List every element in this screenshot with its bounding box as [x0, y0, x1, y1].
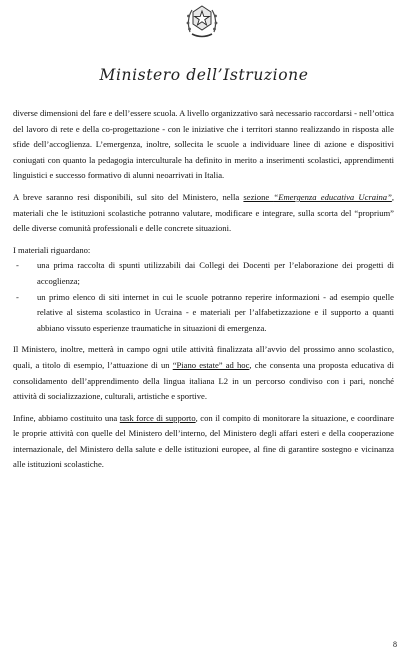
- list-item: - una prima raccolta di spunti utilizzabili dai Collegi dei Docenti per l’elaborazione dei progetti di accoglienza;: [16, 260, 394, 286]
- list-dash: -: [16, 260, 19, 271]
- paragraph-2-text-after: , materiali che le istituzioni scolastiche potranno valutare, modificare e integrare, sulla scorta del “proprium” delle diverse comunità professionali e delle concrete situazioni.: [13, 191, 395, 234]
- ministry-heading: Ministero dell’Istruzione: [99, 66, 309, 84]
- letter-body: [13, 106, 394, 473]
- paragraph-1: diverse dimensioni del fare e dell’essere scuola. A livello organizzativo sarà necessario raccordarsi - nell’ottica del lavoro di rete e della co-progettazione - con le iniziative che i territori stanno realizzando in risposta alle sfide dell’accoglienza. L’emergenza, inoltre, sollecita le scuole a individuare linee di azione e dispositivi coniugati con quanto la pedagogia interculturale ha definito in merito a inserimenti scolastici, apprendimenti linguistici e successo formativo di alunni neoarrivati in Italia.: [13, 108, 394, 181]
- task-force-link[interactable]: task force di supporto: [119, 412, 196, 423]
- list-item: - un primo elenco di siti internet in cui le scuole potranno reperire informazioni - ad esempio quelle relative al sistema scolastico in Ucraina - e materiali per l’alfabetizzazione e il supporto a quanti abbiano vissuto esperienze traumatiche in situazioni di emergenza.: [16, 291, 394, 333]
- materials-list: [13, 258, 394, 336]
- paragraph-5: Infine, abbiamo costituito una task force di supporto, con il compito di monitorare la situazione, e coordinare le proprie attività con quelle del Ministero dell’interno, del Ministero degli affari esteri e della cooperazione internazionale, del Ministero della salute e delle istituzioni europee, al fine di garantire sostegno e vicinanza alle istituzioni scolastiche.: [13, 412, 395, 470]
- emergenza-ucraina-link[interactable]: sezione “Emergenza educativa Ucraina”: [243, 191, 392, 202]
- page-number: 8: [393, 640, 397, 649]
- italian-republic-emblem-icon: [184, 2, 220, 40]
- piano-estate-link[interactable]: “Piano estate” ad hoc: [172, 359, 250, 370]
- paragraph-2: [13, 190, 394, 237]
- paragraph-2-text-before: A breve saranno resi disponibili, sul sito del Ministero, nella: [13, 191, 244, 202]
- paragraph-4: Il Ministero, inoltre, metterà in campo ogni utile attività finalizzata all’avvio del prossimo anno scolastico, quali, a titolo di esempio, l’attuazione di un “Piano estate” ad hoc, che consenta una proposta educativa di consolidamento dell’apprendimento della lingua italiana L2 in un percorso condiviso con i pari, nonché attività di socializzazione, culturali, artistiche e sportive.: [13, 344, 394, 402]
- paragraph-3: I materiali riguardano:: [13, 244, 91, 255]
- list-dash: -: [16, 291, 19, 302]
